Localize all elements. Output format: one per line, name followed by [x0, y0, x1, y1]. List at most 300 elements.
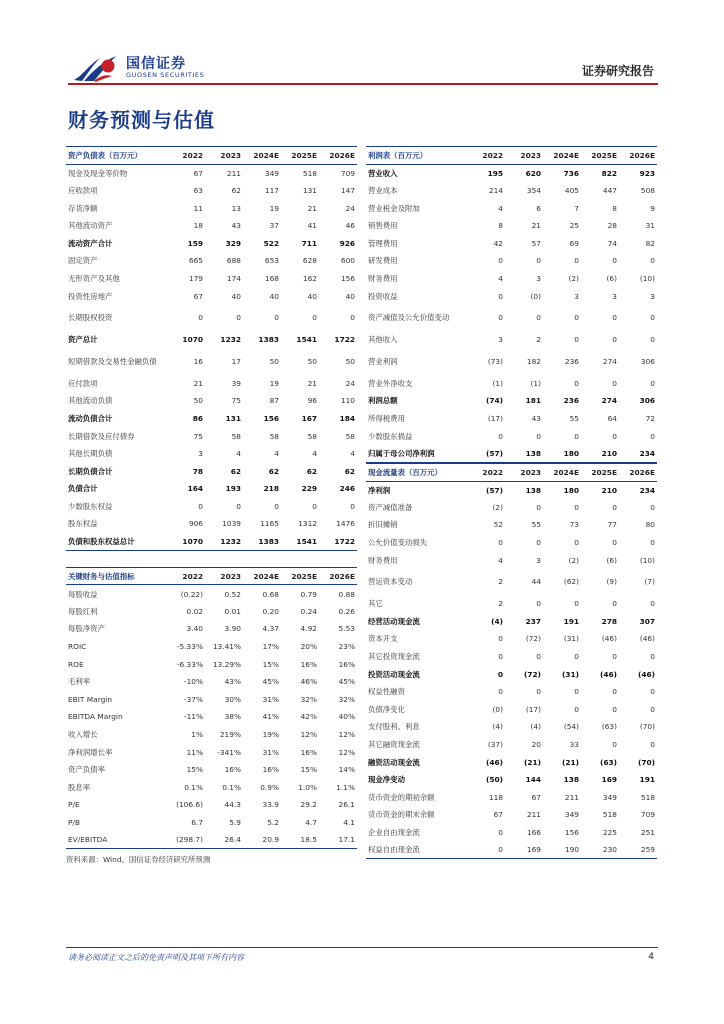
table-row: [366, 789, 657, 807]
cell-value: 73: [569, 520, 579, 530]
cell-value: 131: [225, 413, 241, 423]
cell-value: 4.37: [262, 624, 279, 634]
cell-value: 711: [301, 238, 317, 248]
cell-value: 236: [564, 356, 579, 366]
cell-value: (70): [639, 722, 655, 732]
cell-value: 8: [612, 203, 617, 213]
cell-value: 21: [307, 203, 317, 213]
row-label: 负债合计: [68, 484, 98, 494]
row-label: 毛利率: [68, 677, 91, 687]
cell-value: 665: [188, 256, 203, 266]
cell-value: 0: [650, 599, 655, 609]
cell-value: 62: [344, 466, 355, 476]
row-label: 资本开支: [368, 634, 398, 644]
row-label: 权益性融资: [368, 687, 405, 697]
cell-value: 15%: [262, 659, 279, 669]
cell-value: 0.52: [224, 589, 241, 599]
cell-value: 518: [602, 810, 617, 820]
row-label: 应付款项: [68, 378, 98, 388]
table-row: [66, 462, 357, 480]
cell-value: 518: [640, 792, 655, 802]
table-row: [366, 305, 657, 331]
cell-value: 40: [345, 291, 355, 301]
cell-value: 0: [312, 501, 317, 511]
cell-value: 709: [340, 168, 355, 178]
cell-value: (46): [637, 669, 655, 679]
cell-value: 82: [645, 238, 655, 248]
cell-value: 4: [350, 449, 355, 459]
cell-value: 5.53: [338, 624, 355, 634]
cell-value: 50: [345, 356, 355, 366]
year-header: 2022: [467, 147, 505, 165]
cell-value: 62: [231, 185, 241, 195]
row-label: 利润总额: [368, 396, 398, 406]
row-label: 长期负债合计: [68, 466, 113, 476]
cell-value: 164: [187, 484, 203, 494]
row-label: 少数股东权益: [68, 501, 113, 511]
cell-value: 20: [531, 740, 541, 750]
table-row: [66, 796, 357, 814]
cell-value: 3: [198, 449, 203, 459]
cell-value: 169: [505, 841, 543, 859]
cell-value: (72): [523, 669, 541, 679]
cell-value: 16%: [300, 659, 317, 669]
cell-value: 7: [574, 203, 579, 213]
cell-value: 0: [574, 313, 579, 323]
table-row: [366, 445, 657, 463]
cell-value: 26.1: [338, 800, 355, 810]
table-row: [66, 814, 357, 832]
cell-value: 620: [525, 168, 541, 178]
row-label: 其他长期负债: [68, 449, 113, 459]
cell-value: 147: [340, 185, 355, 195]
row-label: 融资活动现金流: [368, 757, 420, 767]
table-row: [66, 673, 357, 691]
cell-value: 688: [226, 256, 241, 266]
cell-value: 600: [340, 256, 355, 266]
cell-value: (7): [644, 577, 655, 587]
cell-value: 628: [302, 256, 317, 266]
cell-value: 0: [350, 501, 355, 511]
table-row: [66, 533, 357, 551]
table-row: [66, 270, 357, 288]
cell-value: 138: [525, 485, 541, 495]
cell-value: 923: [639, 168, 655, 178]
cell-value: (2): [492, 502, 503, 512]
cell-value: 87: [269, 396, 279, 406]
cell-value: 234: [639, 485, 655, 495]
cell-value: 1476: [336, 519, 355, 529]
cell-value: 180: [543, 445, 581, 463]
table-row: [66, 252, 357, 270]
year-header: 2024E: [543, 463, 581, 481]
cell-value: 0: [350, 313, 355, 323]
cell-value: 2: [498, 599, 503, 609]
page-number: 4: [648, 952, 654, 962]
cell-value: (1): [530, 378, 541, 388]
table-row: [66, 831, 357, 849]
cell-value: 17%: [262, 642, 279, 652]
cell-value: (0): [492, 704, 503, 714]
table-row: [66, 182, 357, 200]
cell-value: 191: [639, 775, 655, 785]
row-label: 负债和股东权益总计: [66, 533, 167, 551]
cell-value: 2: [536, 335, 541, 345]
cell-value: 191: [563, 616, 579, 626]
cell-value: 181: [525, 396, 541, 406]
row-label: 研发费用: [368, 256, 398, 266]
year-header: 2026E: [619, 463, 657, 481]
row-label: 现金净变动: [368, 775, 405, 785]
cell-value: 20%: [300, 642, 317, 652]
cell-value: 40: [307, 291, 317, 301]
year-header: 2026E: [319, 567, 357, 585]
cell-value: (10): [639, 273, 655, 283]
cell-value: 4.92: [300, 624, 317, 634]
cell-value: 78: [192, 466, 203, 476]
cell-value: 33.9: [262, 800, 279, 810]
cell-value: 0: [536, 687, 541, 697]
cell-value: 306: [639, 396, 655, 406]
cell-value: 307: [639, 616, 655, 626]
cell-value: 3.90: [224, 624, 241, 634]
cell-value: 736: [563, 168, 579, 178]
row-label: 投资收益: [368, 291, 398, 301]
row-label: 所得税费用: [368, 413, 405, 423]
cell-value: (4): [530, 722, 541, 732]
cell-value: 45%: [262, 677, 279, 687]
row-label: 其他流动资产: [68, 221, 113, 231]
table-row: [66, 199, 357, 217]
cell-value: 26.4: [205, 831, 243, 849]
row-label: 其它: [368, 599, 383, 609]
cell-value: 0: [612, 313, 617, 323]
cell-value: 0: [498, 634, 503, 644]
cell-value: 1383: [258, 335, 279, 345]
cell-value: 225: [602, 827, 617, 837]
cell-value: 926: [339, 238, 355, 248]
cell-value: 0.1%: [184, 782, 203, 792]
cell-value: (10): [639, 555, 655, 565]
cell-value: 0: [498, 256, 503, 266]
cell-value: 251: [640, 827, 655, 837]
cell-value: 13.41%: [212, 642, 241, 652]
cell-value: 75: [231, 396, 241, 406]
cell-value: 246: [339, 484, 355, 494]
year-header: 2024E: [543, 147, 581, 165]
row-label: 货币资金的期初余额: [368, 792, 435, 802]
cell-value: 2: [498, 577, 503, 587]
table-row: [66, 726, 357, 744]
row-label: 资产减值及公允价值变动: [368, 313, 450, 323]
cell-value: 40: [269, 291, 279, 301]
cell-value: 1%: [191, 730, 203, 740]
cell-value: 13.29%: [212, 659, 241, 669]
cell-value: 12%: [338, 747, 355, 757]
cell-value: 4: [312, 449, 317, 459]
cell-value: 58: [269, 431, 279, 441]
row-label: 营业外净收支: [368, 378, 413, 388]
cell-value: 3: [612, 291, 617, 301]
cell-value: 16: [193, 356, 203, 366]
guosen-logo-icon: [72, 50, 122, 84]
table-row: [366, 569, 657, 595]
year-header: 2024E: [243, 147, 281, 165]
data-source-note: 资料来源：Wind、国信证券经济研究所预测: [66, 855, 211, 865]
cell-value: 0: [498, 291, 503, 301]
cell-value: 0: [612, 502, 617, 512]
row-label: EBITDA Margin: [68, 712, 123, 722]
cell-value: (0.22): [180, 589, 203, 599]
cell-value: 0: [612, 687, 617, 697]
row-label: 营业收入: [368, 168, 398, 178]
cell-value: 18.5: [281, 831, 319, 849]
cell-value: (17): [525, 704, 541, 714]
cell-value: 50: [193, 396, 203, 406]
cell-value: 24: [345, 203, 355, 213]
cell-value: 55: [531, 520, 541, 530]
table-row: [366, 374, 657, 392]
row-label: 经营活动现金流: [368, 616, 420, 626]
cell-value: 0.1%: [222, 782, 241, 792]
table-row: [366, 771, 657, 789]
cell-value: 1232: [220, 335, 241, 345]
year-header: 2026E: [319, 147, 357, 165]
cell-value: 156: [263, 413, 279, 423]
cell-value: 184: [339, 413, 355, 423]
cell-value: (70): [637, 757, 655, 767]
cell-value: 74: [607, 238, 617, 248]
cell-value: 117: [264, 185, 279, 195]
year-header: 2022: [167, 147, 205, 165]
row-label: 投资性房地产: [68, 291, 113, 301]
cell-value: 0: [650, 704, 655, 714]
cell-value: -341%: [217, 747, 241, 757]
cell-value: 0: [650, 335, 655, 345]
row-label: 财务费用: [368, 555, 398, 565]
row-label: 应收款项: [68, 185, 98, 195]
cash-flow-table: [366, 463, 657, 859]
cell-value: 182: [526, 356, 541, 366]
cell-value: 144: [525, 775, 541, 785]
key-ratios-table: [66, 567, 357, 850]
cell-value: 522: [263, 238, 279, 248]
cell-value: 230: [581, 841, 619, 859]
cell-value: 43: [531, 413, 541, 423]
table-row: [366, 182, 657, 200]
table-row: [366, 252, 657, 270]
cell-value: 131: [302, 185, 317, 195]
cell-value: 28: [607, 221, 617, 231]
cell-value: 168: [264, 273, 279, 283]
table-row: [366, 287, 657, 305]
cell-value: 0: [236, 501, 241, 511]
row-label: 营运资本变动: [368, 577, 413, 587]
cell-value: 218: [263, 484, 279, 494]
cell-value: 349: [264, 168, 279, 178]
row-label: 每股净资产: [68, 624, 105, 634]
cell-value: 33: [569, 740, 579, 750]
row-label: 权益自由现金流: [366, 841, 467, 859]
row-label: EV/EBITDA: [66, 831, 167, 849]
cell-value: 211: [564, 792, 579, 802]
cell-value: 156: [340, 273, 355, 283]
table-row: [366, 164, 657, 182]
cell-value: 69: [569, 238, 579, 248]
cell-value: 0: [650, 256, 655, 266]
cell-value: (63): [601, 722, 617, 732]
cell-value: -5.33%: [176, 642, 203, 652]
cell-value: 159: [187, 238, 203, 248]
year-header: 2023: [505, 147, 543, 165]
cell-value: 3: [536, 273, 541, 283]
year-header: 2026E: [619, 147, 657, 165]
cell-value: 9: [650, 203, 655, 213]
cell-value: 0: [574, 378, 579, 388]
table-row: [66, 779, 357, 797]
cell-value: 77: [607, 520, 617, 530]
cell-value: 0: [650, 538, 655, 548]
disclaimer-note: 请务必阅读正文之后的免责声明及其项下所有内容: [68, 953, 244, 962]
cell-value: 0: [198, 313, 203, 323]
cell-value: 1.1%: [336, 782, 355, 792]
cell-value: 19%: [262, 730, 279, 740]
cell-value: (37): [487, 740, 503, 750]
cell-value: -37%: [183, 694, 203, 704]
year-header: 2025E: [281, 147, 319, 165]
cell-value: 38%: [224, 712, 241, 722]
cell-value: 0: [536, 652, 541, 662]
cell-value: 25: [569, 221, 579, 231]
cell-value: 57: [531, 238, 541, 248]
cell-value: (106.6): [176, 800, 203, 810]
cell-value: 0: [574, 256, 579, 266]
cell-value: 0: [650, 378, 655, 388]
table-row: [366, 199, 657, 217]
cell-value: 4: [498, 203, 503, 213]
cell-value: 1541: [281, 533, 319, 551]
cell-value: 0: [650, 431, 655, 441]
cell-value: 58: [307, 431, 317, 441]
cell-value: 229: [301, 484, 317, 494]
cell-value: 24: [345, 378, 355, 388]
table-row: [66, 761, 357, 779]
cell-value: 64: [607, 413, 617, 423]
cell-value: 0: [612, 740, 617, 750]
right-column: [366, 146, 657, 859]
cell-value: 0: [612, 256, 617, 266]
table-row: [366, 270, 657, 288]
cell-value: (46): [485, 757, 503, 767]
cell-value: 67: [193, 168, 203, 178]
cell-value: (57): [467, 445, 505, 463]
cell-value: 21: [193, 378, 203, 388]
cell-value: 32%: [338, 694, 355, 704]
cell-value: 58: [231, 431, 241, 441]
cell-value: 0: [498, 827, 503, 837]
cell-value: 3: [536, 555, 541, 565]
cell-value: 329: [225, 238, 241, 248]
cell-value: 1383: [243, 533, 281, 551]
table-row: [66, 445, 357, 463]
cell-value: 11%: [186, 747, 203, 757]
cell-value: 32%: [300, 694, 317, 704]
row-label: 其它融资现金流: [368, 740, 420, 750]
row-label: 管理费用: [368, 238, 398, 248]
cell-value: 30%: [224, 694, 241, 704]
page-header: [0, 0, 724, 84]
cell-value: 52: [493, 520, 503, 530]
cell-value: (21): [523, 757, 541, 767]
cell-value: 236: [563, 396, 579, 406]
cell-value: 0: [612, 538, 617, 548]
cell-value: 37: [269, 221, 279, 231]
cell-value: 12%: [300, 730, 317, 740]
row-label: 负债净变化: [368, 704, 405, 714]
cell-value: 0: [536, 502, 541, 512]
row-label: 营业税金及附加: [368, 203, 420, 213]
cell-value: -11%: [183, 712, 203, 722]
cell-value: 31%: [262, 747, 279, 757]
cell-value: 349: [602, 792, 617, 802]
cell-value: 16%: [338, 659, 355, 669]
row-label: 支付股利、利息: [368, 722, 420, 732]
table-row: [366, 534, 657, 552]
table-row: [366, 613, 657, 631]
table-row: [66, 691, 357, 709]
cell-value: 41%: [262, 712, 279, 722]
cell-value: 1165: [260, 519, 279, 529]
cell-value: 67: [531, 792, 541, 802]
cell-value: 1.0%: [298, 782, 317, 792]
row-label: ROE: [68, 659, 84, 669]
cell-value: (2): [568, 555, 579, 565]
cell-value: 0.02: [186, 606, 203, 616]
table-row: [66, 585, 357, 603]
cell-value: 4.1: [343, 817, 355, 827]
cell-value: 0.26: [338, 606, 355, 616]
cell-value: 40%: [338, 712, 355, 722]
cell-value: 169: [601, 775, 617, 785]
cell-value: 62: [230, 466, 241, 476]
cell-value: 3: [650, 291, 655, 301]
cell-value: 405: [564, 185, 579, 195]
cell-value: (4): [491, 616, 503, 626]
cell-value: (46): [601, 634, 617, 644]
cell-value: 0: [574, 431, 579, 441]
cell-value: 306: [640, 356, 655, 366]
cell-value: 211: [526, 810, 541, 820]
row-label: 长期借款及应付债券: [68, 431, 135, 441]
year-header: 2025E: [281, 567, 319, 585]
row-label: 营业成本: [368, 185, 398, 195]
cell-value: 67: [493, 810, 503, 820]
cell-value: 0: [498, 431, 503, 441]
cell-value: 31%: [262, 694, 279, 704]
cell-value: 21: [531, 221, 541, 231]
cell-value: 259: [619, 841, 657, 859]
row-label: 现金及现金等价物: [68, 168, 128, 178]
cell-value: 0: [536, 538, 541, 548]
cell-value: 17: [231, 356, 241, 366]
table-row: [366, 630, 657, 648]
cell-value: (62): [563, 577, 579, 587]
cell-value: 14%: [338, 765, 355, 775]
table-row: [366, 392, 657, 410]
row-label: 长期股权投资: [68, 313, 113, 323]
cell-value: 0: [612, 652, 617, 662]
row-label: 股息率: [68, 782, 91, 792]
